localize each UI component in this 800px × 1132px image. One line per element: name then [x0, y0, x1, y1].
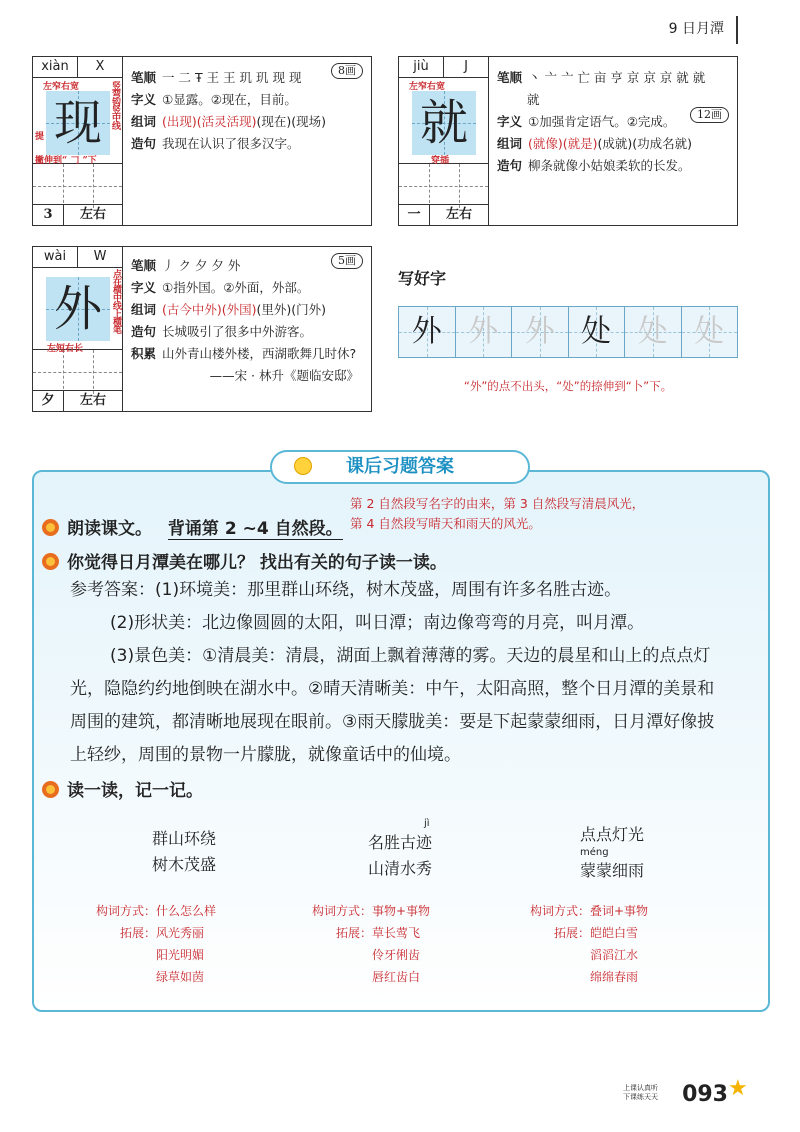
char-info: 笔顺 丿 ク 夕 夕 外 字义 ①指外国。②外面，外部。 组词 (古今中外)(外国)(里外)(门外) 造句 长城吸引了很多中外游客。 积累 山外青山楼外楼，西湖歌舞几时休? ——宋 · 林升《题临安邸》 [131, 275, 365, 387]
letter: X [77, 57, 122, 77]
structure: 左右 [79, 393, 106, 408]
stroke-radical: 夕 [33, 391, 64, 411]
meaning: ①加强肯定语气。②完成。 [528, 114, 676, 129]
stroke-radical: 3 [33, 205, 64, 225]
pinyin: jiù [413, 59, 429, 74]
practice-char: 外 [524, 314, 555, 349]
words-dark: (现在)(现场) [256, 114, 327, 129]
char-info: 笔顺 丶 亠 亠 亡 亩 亨 京 京 京 就 就 就 字义 ①加强肯定语气。②完成。 组词 (就像)(就是)(成就)(功成名就) 造句 柳条就像小姑娘柔软的长发。 [497, 87, 731, 177]
anno-left: 提 [35, 132, 45, 142]
big-char: 就 [419, 95, 468, 151]
page-header: 9 日月潭 [668, 21, 724, 37]
sentence: 长城吸引了很多中外游客。 [162, 324, 313, 339]
stroke-count-badge: 5画 [331, 253, 363, 269]
char-card-xian [32, 56, 372, 226]
q1-note: 第 2 自然段写名字的由来，第 3 自然段写清晨风光， 第 4 自然段写晴天和雨天的风光。 [350, 496, 645, 531]
meaning: ①指外国。②外面，外部。 [162, 280, 310, 295]
extension-3: 构词方式：叠词+事物 拓展：皑皑白雪 滔滔江水 绵绵春雨 [529, 904, 649, 984]
anno-side: 竖弯钩竖中线 [110, 81, 120, 129]
char-grid [399, 57, 489, 225]
practice-char: 处 [694, 314, 725, 349]
structure: 左右 [445, 207, 472, 222]
footer-slogan: 上课认真听 下课练天天 [623, 1084, 658, 1101]
practice-char: 处 [637, 314, 668, 349]
accumulation: 山外青山楼外楼，西湖歌舞几时休? [162, 346, 357, 361]
structure: 左右 [79, 207, 106, 222]
pinyin: xiàn [41, 59, 69, 74]
answer-3: (3)景色美：①清晨美：清晨，湖面上飘着薄薄的雾。天边的晨星和山上的点点灯光，隐隐约约地倒映在湖水中。②晴天清晰美：中午，太阳高照，整个日月潭的美景和周围的建筑，都清晰地展现在眼前。③雨天朦胧美：要是下起蒙蒙细雨，日月潭好像披上轻纱，周围的景物一片朦胧，就像童话中的仙境。 [70, 646, 715, 765]
char-card-jiu [398, 56, 738, 226]
words-red: (出现)(活灵活现) [162, 114, 257, 129]
big-char: 外 [53, 281, 102, 337]
char-grid [33, 57, 123, 225]
anno-top: 左窄右宽 [43, 82, 80, 92]
sentence: 柳条就像小姑娘柔软的长发。 [528, 158, 691, 173]
extension-2: 构词方式：事物+事物 拓展：草长莺飞 伶牙俐齿 唇红齿白 [311, 904, 431, 984]
word-group-2: jì 名胜古迹 山清水秀 [368, 818, 433, 878]
words-red: (就像)(就是) [528, 136, 598, 151]
stroke-radical: 一 [399, 205, 430, 225]
stroke-order: 丶 亠 亠 亡 亩 亨 京 京 京 就 就 [528, 70, 706, 85]
words-dark: (里外)(门外) [256, 302, 327, 317]
practice-char: 外 [468, 314, 499, 349]
anno-top: 左窄右宽 [409, 82, 446, 92]
lightbulb-icon [294, 457, 312, 475]
question-3: 读一读，记一记。 [42, 776, 203, 801]
meaning: ①显露。②现在，目前。 [162, 92, 297, 107]
question-bullet-icon [42, 519, 59, 536]
write-good-grid [398, 306, 738, 358]
sentence: 我现在认识了很多汉字。 [162, 136, 300, 151]
anno-bottom: 撇伸到“ 𠃌 ”下 [35, 156, 97, 166]
stroke-order: 一 二 Ŧ 王 王 玑 玑 现 现 [162, 70, 302, 85]
write-good-title: 写好字 [398, 269, 447, 288]
words-dark: (成就)(功成名就) [597, 136, 693, 151]
extension-1: 构词方式：什么怎么样 拓展：风光秀丽 阳光明媚 绿草如茵 [95, 904, 217, 984]
write-good-note: “外”的点不出头，“处”的捺伸到“卜”下。 [463, 379, 673, 393]
big-char: 现 [53, 95, 102, 151]
stroke-count-badge: 12画 [690, 107, 729, 123]
answers-title: 课后习题答案 [270, 450, 530, 484]
header-divider [736, 16, 738, 44]
word-group-3: 点点灯光 méng 蒙蒙细雨 [580, 825, 645, 880]
question-1: 朗读课文。 背诵第 2 ~4 自然段。 [42, 514, 343, 539]
words-red: (古今中外)(外国) [162, 302, 257, 317]
stroke-count-badge: 8画 [331, 63, 363, 79]
accumulation-source: ——宋 · 林升《题临安邸》 [209, 368, 359, 383]
question-2: 你觉得日月潭美在哪儿？ 找出有关的句子读一读。 [42, 548, 447, 573]
anno-bottom: 左短右长 [47, 344, 84, 354]
star-icon: ★ [728, 1076, 748, 1101]
char-card-wai [32, 246, 372, 412]
answer-1: 参考答案：(1)环境美：那里群山环绕，树木茂盛，周围有许多名胜古迹。 [70, 580, 622, 600]
word-group-1: 群山环绕 树木茂盛 [152, 829, 217, 874]
question-bullet-icon [42, 781, 59, 798]
stroke-order: 丿 ク 夕 夕 外 [162, 258, 241, 273]
letter: W [77, 247, 122, 267]
page-number: 093 [682, 1082, 728, 1107]
char-grid [33, 247, 123, 411]
answer-2: (2)形状美：北边像圆圆的太阳，叫日潭；南边像弯弯的月亮，叫月潭。 [110, 613, 645, 633]
char-info: 笔顺 一 二 Ŧ 王 王 玑 玑 现 现 字义 ①显露。②现在，目前。 组词 (出现)(活灵活现)(现在)(现场) 造句 我现在认识了很多汉字。 [131, 70, 327, 151]
stroke-order-cont: 就 [527, 92, 540, 107]
pinyin: wài [43, 249, 67, 264]
question-bullet-icon [42, 553, 59, 570]
anno-bottom: 穿插 [431, 156, 450, 166]
anno-side: 点在横中线上横笔 [111, 269, 121, 333]
practice-char: 外 [411, 314, 442, 349]
practice-char: 处 [581, 314, 612, 349]
letter: J [443, 57, 488, 77]
